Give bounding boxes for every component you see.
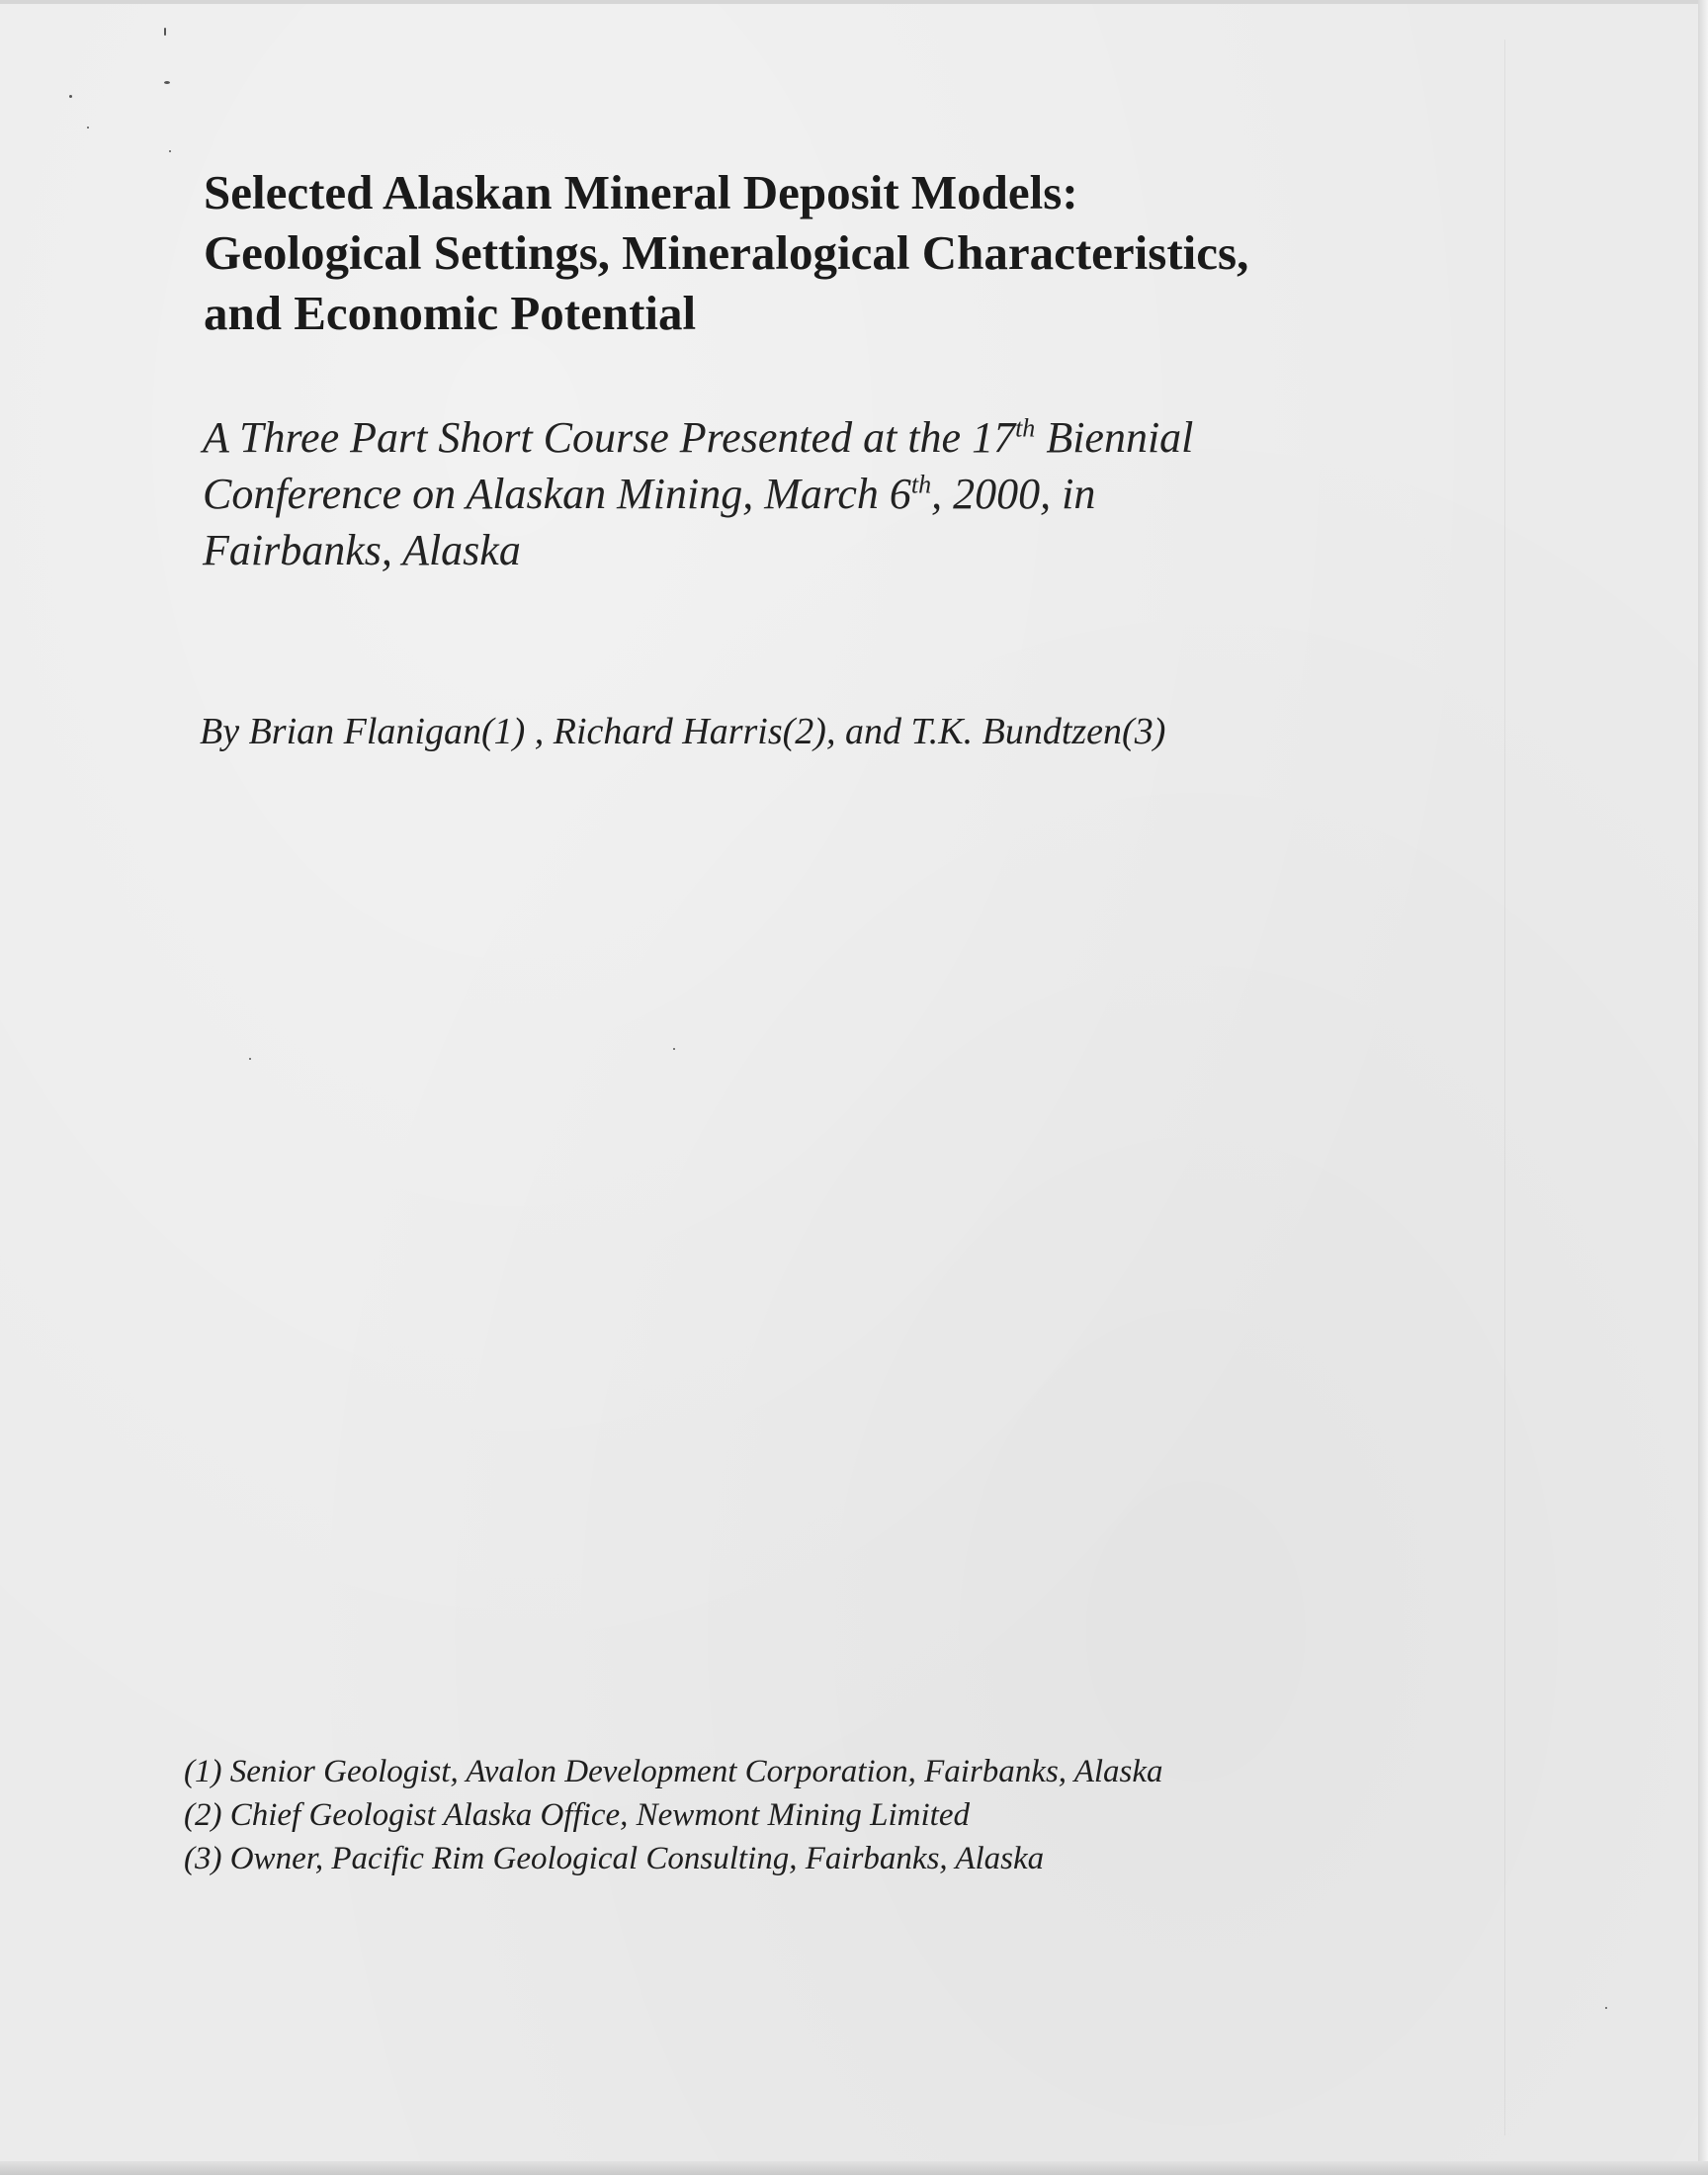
subtitle-line (203, 409, 1488, 466)
scan-speck (69, 95, 72, 98)
author-byline: By Brian Flanigan(1) , Richard Harris(2), and T.K. Bundtzen(3) (200, 711, 1166, 752)
author-affiliations (184, 1750, 1498, 1880)
subtitle-text: , 2000, in (931, 470, 1096, 518)
subtitle-text: Biennial (1035, 413, 1194, 462)
scan-speck (87, 127, 89, 129)
title-line: and Economic Potential (204, 286, 697, 340)
document-subtitle (203, 409, 1488, 578)
affiliation-item: (3) Owner, Pacific Rim Geological Consulting, Fairbanks, Alaska (184, 1841, 1045, 1876)
page-top-edge (0, 0, 1708, 4)
title-line: Selected Alaskan Mineral Deposit Models: (204, 165, 1078, 219)
page-bottom-edge (0, 2161, 1708, 2175)
subtitle-text: A Three Part Short Course Presented at the 17 (203, 413, 1016, 462)
affiliation-item: (1) Senior Geologist, Avalon Development Corporation, Fairbanks, Alaska (184, 1754, 1163, 1789)
page-fold-line (1504, 40, 1505, 2135)
scan-speck (164, 28, 166, 36)
subtitle-line (203, 466, 1488, 522)
page-right-edge (1698, 0, 1708, 2175)
document-title (204, 162, 1489, 343)
scan-speck (1605, 2007, 1607, 2009)
ordinal-suffix: th (1015, 413, 1036, 443)
subtitle-line: Fairbanks, Alaska (203, 526, 521, 574)
subtitle-text: Conference on Alaskan Mining, March 6 (203, 470, 911, 518)
scan-speck (673, 1048, 675, 1050)
scan-speck (169, 150, 171, 152)
title-line: Geological Settings, Mineralogical Characteristics, (204, 225, 1249, 280)
affiliation-item: (2) Chief Geologist Alaska Office, Newmont Mining Limited (184, 1797, 970, 1833)
scan-speck (164, 81, 170, 84)
scan-speck (249, 1058, 251, 1060)
ordinal-suffix: th (910, 470, 932, 499)
